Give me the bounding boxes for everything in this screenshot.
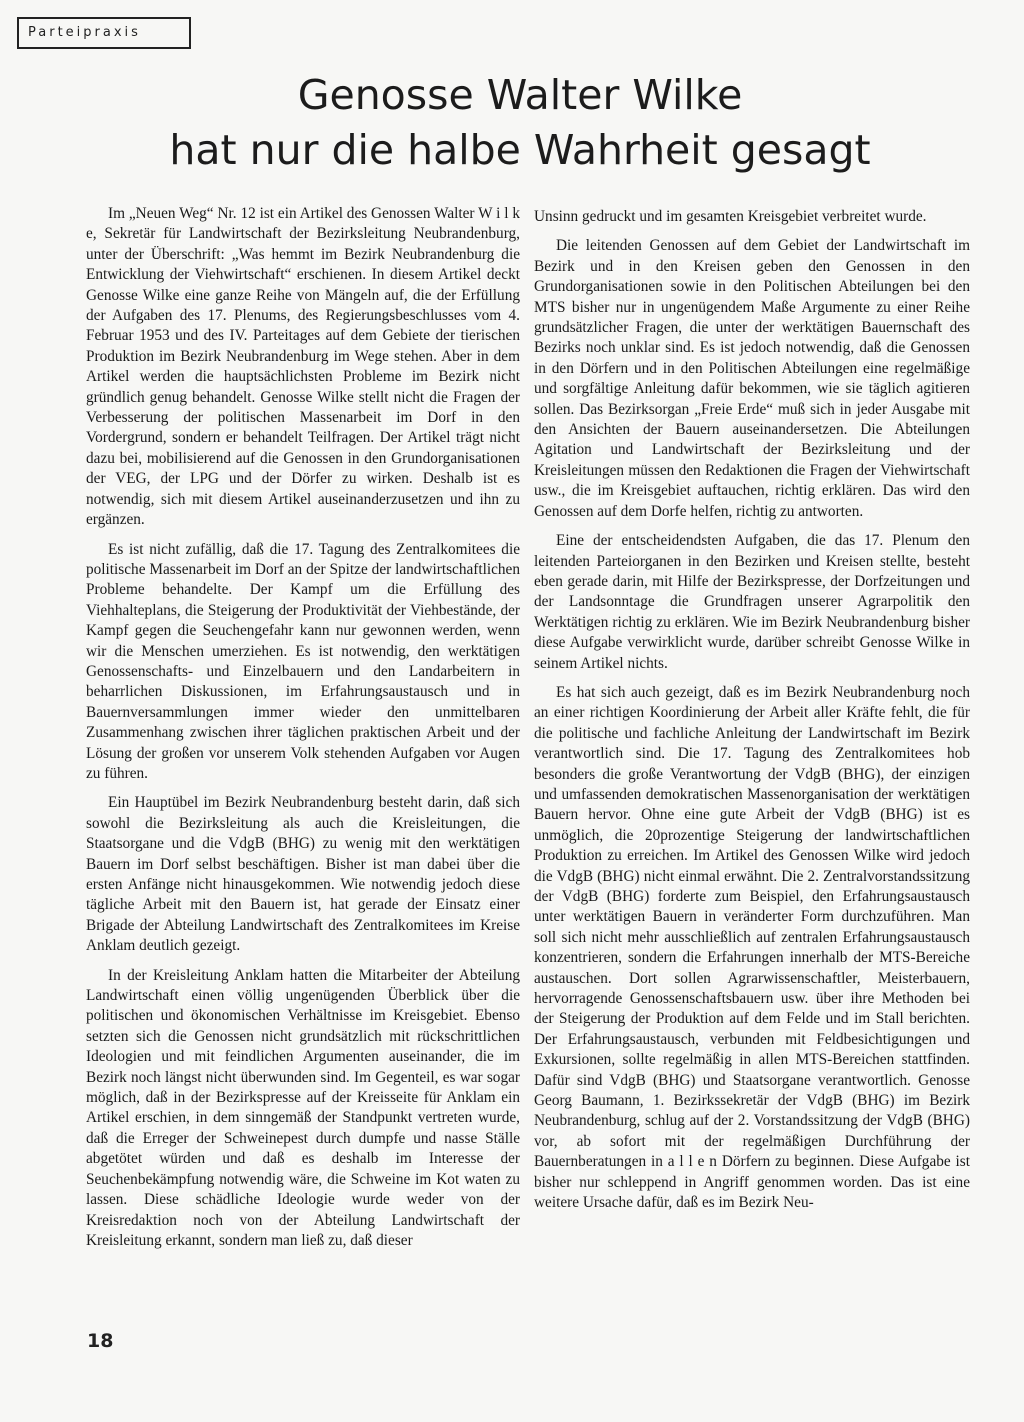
- article-column-left: [86, 204, 520, 1312]
- headline-line-2: hat nur die halbe Wahrheit gesagt: [169, 126, 871, 174]
- section-label: Parteipraxis: [17, 17, 191, 49]
- paragraph: In der Kreisleitung Anklam hatten die Mitarbeiter der Abteilung Landwirtschaft einen völlig ungenügenden Überblick über die politischen und ökonomischen Verhältnisse im Kreisgebiet. Ebenso setzten sich die Genossen nicht grundsätzlich mit rückschrittlichen Ideologien und mit feindlichen Argumenten auseinander, die im Bezirk noch längst nicht überwunden sind. Im Gegenteil, es war sogar möglich, daß in der Bezirkspresse auf der Kreisseite für Anklam ein Artikel erschien, in dem sinngemäß der Standpunkt vertreten wurde, daß die Erreger der Schweinepest durch dumpfe und nasse Ställe abgetötet würden und daß es deshalb im Interesse der Seuchenbekämpfung notwendig wäre, die Schweine im Kot waten zu lassen. Diese schädliche Ideologie wurde weder von der Kreisredaktion noch von der Abteilung Landwirtschaft der Kreisleitung erkannt, sondern man ließ zu, daß dieser: [86, 966, 520, 1249]
- paragraph: Ein Hauptübel im Bezirk Neubrandenburg besteht darin, daß sich sowohl die Bezirksleitung als auch die Kreisleitungen, die Staatsorgane und die VdgB (BHG) zu wenig mit den werktätigen Bauern im Dorf selbst beschäftigen. Bisher ist man dabei über die ersten Anfänge nicht hinausgekommen. Wie notwendig jedoch diese tägliche Arbeit mit den Bauern ist, hat gerade der Einsatz einer Brigade der Abteilung Landwirtschaft des Zentralkomitees im Kreise Anklam deutlich gezeigt.: [86, 794, 520, 955]
- page-title: [150, 68, 890, 178]
- paragraph: Es hat sich auch gezeigt, daß es im Bezirk Neubrandenburg noch an einer richtigen Koordinierung der Arbeit aller Kräfte fehlt, die für die politische und fachliche Anleitung der Landwirtschaft im Bezirk verantwortlich sind. Die 17. Tagung des Zentralkomitees hob besonders die große Verantwortung der VdgB (BHG), der einzigen und umfassenden demokratischen Massenorganisation der werktätigen Bauern hervor. Ohne eine gute Arbeit der VdgB (BHG) ist es unmöglich, die 20prozentige Steigerung der landwirtschaftlichen Produktion zu erreichen. Im Artikel des Genossen Wilke wird jedoch die VdgB (BHG) nicht einmal erwähnt. Die 2. Zentralvorstandssitzung der VdgB (BHG) forderte zum Beispiel, den Erfahrungsaustausch unter werktätigen Bauern in veränderter Form durchzuführen. Man soll sich nicht mehr ausschließlich auf zentralen Erfahrungsaustausch konzentrieren, sondern die Erfahrungen innerhalb der MTS-Bereiche austauschen. Dort sollen Agrarwissenschaftler, Meisterbauern, hervorragende Genossenschaftsbauern usw. über ihre Methoden bei der Steigerung der Produktion auf dem Felde und im Stall berichten. Der Erfahrungsaustausch, verbunden mit Feldbesichtigungen und Exkursionen, sollte regelmäßig in allen MTS-Bereichen stattfinden. Dafür sind VdgB (BHG) und Staatsorgane verantwortlich. Genosse Georg Baumann, 1. Bezirkssekretär der VdgB (BHG) im Bezirk Neubrandenburg, schlug auf der 2. Vorstandssitzung der VdgB (BHG) vor, ab sofort mit der regelmäßigen Durchführung der Bauernberatungen in a l l e n Dörfern zu beginnen. Diese Aufgabe ist bisher nur schleppend in Angriff genommen worden. Das ist eine weitere Ursache dafür, daß es im Bezirk Neu-: [534, 683, 970, 1212]
- headline-line-1: Genosse Walter Wilke: [297, 71, 743, 119]
- paragraph: Eine der entscheidendsten Aufgaben, die das 17. Plenum den leitenden Parteiorganen in den Bezirken und Kreisen stellte, besteht eben gerade darin, mit Hilfe der Bezirkspresse, der Dorfzeitungen und der Landsonntage die Grundfragen unserer Agrarpolitik den Werktätigen richtig zu erklären. Wie im Bezirk Neubrandenburg bisher diese Aufgabe verwirklicht wurde, darüber schreibt Genosse Wilke in seinem Artikel nichts.: [534, 532, 970, 672]
- paragraph: Im „Neuen Weg“ Nr. 12 ist ein Artikel des Genossen Walter W i l k e, Sekretär für Landwirtschaft der Bezirksleitung Neubrandenburg, unter der Überschrift: „Was hemmt im Bezirk Neubrandenburg die Entwicklung der Viehwirtschaft“ erschienen. In diesem Artikel deckt Genosse Wilke eine ganze Reihe von Mängeln auf, die der Erfüllung der Aufgaben des 17. Plenums, des Regierungsbeschlusses vom 4. Februar 1953 und des IV. Parteitages auf dem Gebiete der tierischen Produktion im Bezirk Neubrandenburg im Wege stehen. Aber in dem Artikel werden die hauptsächlichsten Probleme im Bezirk nicht gründlich genug behandelt. Genosse Wilke stellt nicht die Fragen der Verbesserung der politischen Massenarbeit im Dorf in den Vordergrund, sondern er behandelt Teilfragen. Der Artikel trägt nicht dazu bei, mobilisierend auf die Genossen in den Grundorganisationen der VEG, der LPG und der Dörfer zu wirken. Deshalb ist es notwendig, sich mit diesem Artikel auseinanderzusetzen und ihn zu ergänzen.: [86, 205, 520, 529]
- paragraph: Die leitenden Genossen auf dem Gebiet der Landwirtschaft im Bezirk und in den Kreisen geben den Genossen in den Grundorganisationen sowie in den Politischen Abteilungen bei den MTS bisher nur in ungenügendem Maße Argumente zu einer Reihe grundsätzlicher Fragen, die unter der werktätigen Bauernschaft des Bezirks noch unklar sind. Es ist jedoch notwendig, daß die Genossen in den Dörfern und in den Politischen Abteilungen eine regelmäßige und sorgfältige Anleitung dafür bekommen, wie sie täglich agitieren sollen. Das Bezirksorgan „Freie Erde“ muß sich in jeder Ausgabe mit den Ansichten der Bauern auseinandersetzen. Die Abteilungen Agitation und Landwirtschaft der Bezirksleitung und der Kreisleitungen müssen den Redaktionen die Fragen der Viehwirtschaft usw., die im Kreisgebiet auftauchen, richtig erklären. Das wird den Genossen auf dem Dorfe helfen, richtig zu antworten.: [534, 237, 970, 520]
- paragraph-continued: Unsinn gedruckt und im gesamten Kreisgebiet verbreitet wurde.: [534, 208, 927, 225]
- page-number: 18: [87, 1330, 114, 1352]
- article-column-right: [534, 207, 970, 1315]
- paragraph: Es ist nicht zufällig, daß die 17. Tagung des Zentralkomitees die politische Massenarbeit im Dorf an der Spitze der landwirtschaftlichen Probleme behandelte. Der Kampf um die Erfüllung des Viehhalteplans, die Steigerung der Produktivität der Viehbestände, der Kampf gegen die Seuchengefahr kann nur gewonnen werden, wenn wir die Menschen umerziehen. Es ist notwendig, den werktätigen Genossenschafts- und Einzelbauern und den Landarbeitern in beharrlichen Diskussionen, im Erfahrungsaustausch und in Bauernversammlungen immer wieder den unmittelbaren Zusammenhang zwischen ihrer täglichen praktischen Arbeit und der Lösung der großen vor unserem Volk stehenden Aufgaben vor Augen zu führen.: [86, 540, 520, 782]
